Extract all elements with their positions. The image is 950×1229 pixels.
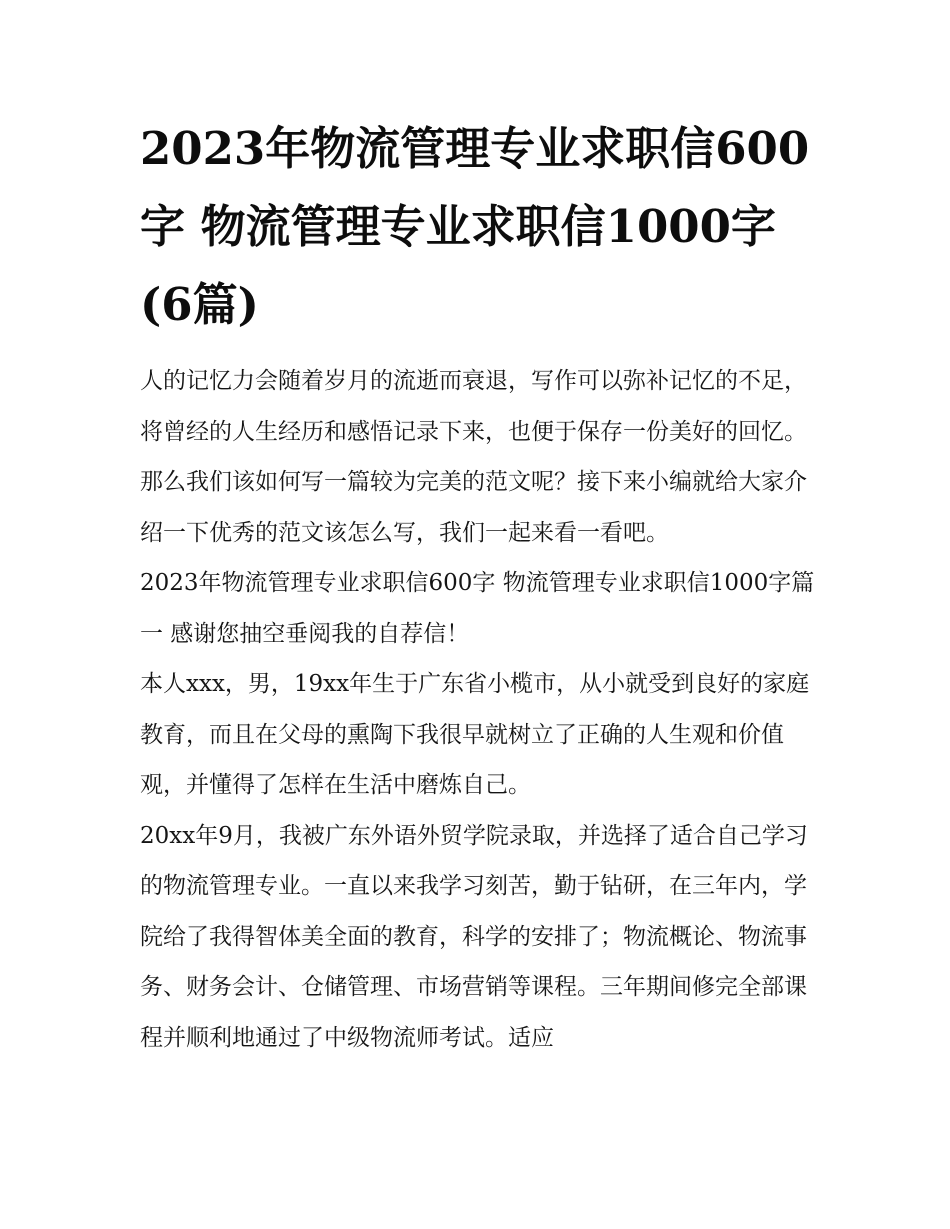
paragraph-letter-heading: 2023年物流管理专业求职信600字 物流管理专业求职信1000字篇一 感谢您抽空垂阅我的自荐信！ [140, 570, 815, 647]
paragraph-self-introduction: 本人xxx，男，19xx年生于广东省小榄市，从小就受到良好的家庭教育，而且在父母的熏陶下我很早就树立了正确的人生观和价值观，并懂得了怎样在生活中磨炼自己。 [140, 671, 810, 798]
document-content [140, 110, 820, 1063]
paragraph-intro: 人的记忆力会随着岁月的流逝而衰退，写作可以弥补记忆的不足，将曾经的人生经历和感悟记录下来，也便于保存一份美好的回忆。那么我们该如何写一篇较为完美的范文呢？接下来小编就给大家介绍一下优秀的范文该怎么写，我们一起来看一看吧。 [140, 368, 807, 546]
document-title: 2023年物流管理专业求职信600字 物流管理专业求职信1000字(6篇) [140, 122, 810, 331]
paragraph-education: 20xx年9月，我被广东外语外贸学院录取，并选择了适合自己学习的物流管理专业。一直以来我学习刻苦，勤于钻研，在三年内，学院给了我得智体美全面的教育，科学的安排了；物流概论、物流事务、财务会计、仓储管理、市场营销等课程。三年期间修完全部课程并顺利地通过了中级物流师考试。适应 [140, 822, 808, 1051]
